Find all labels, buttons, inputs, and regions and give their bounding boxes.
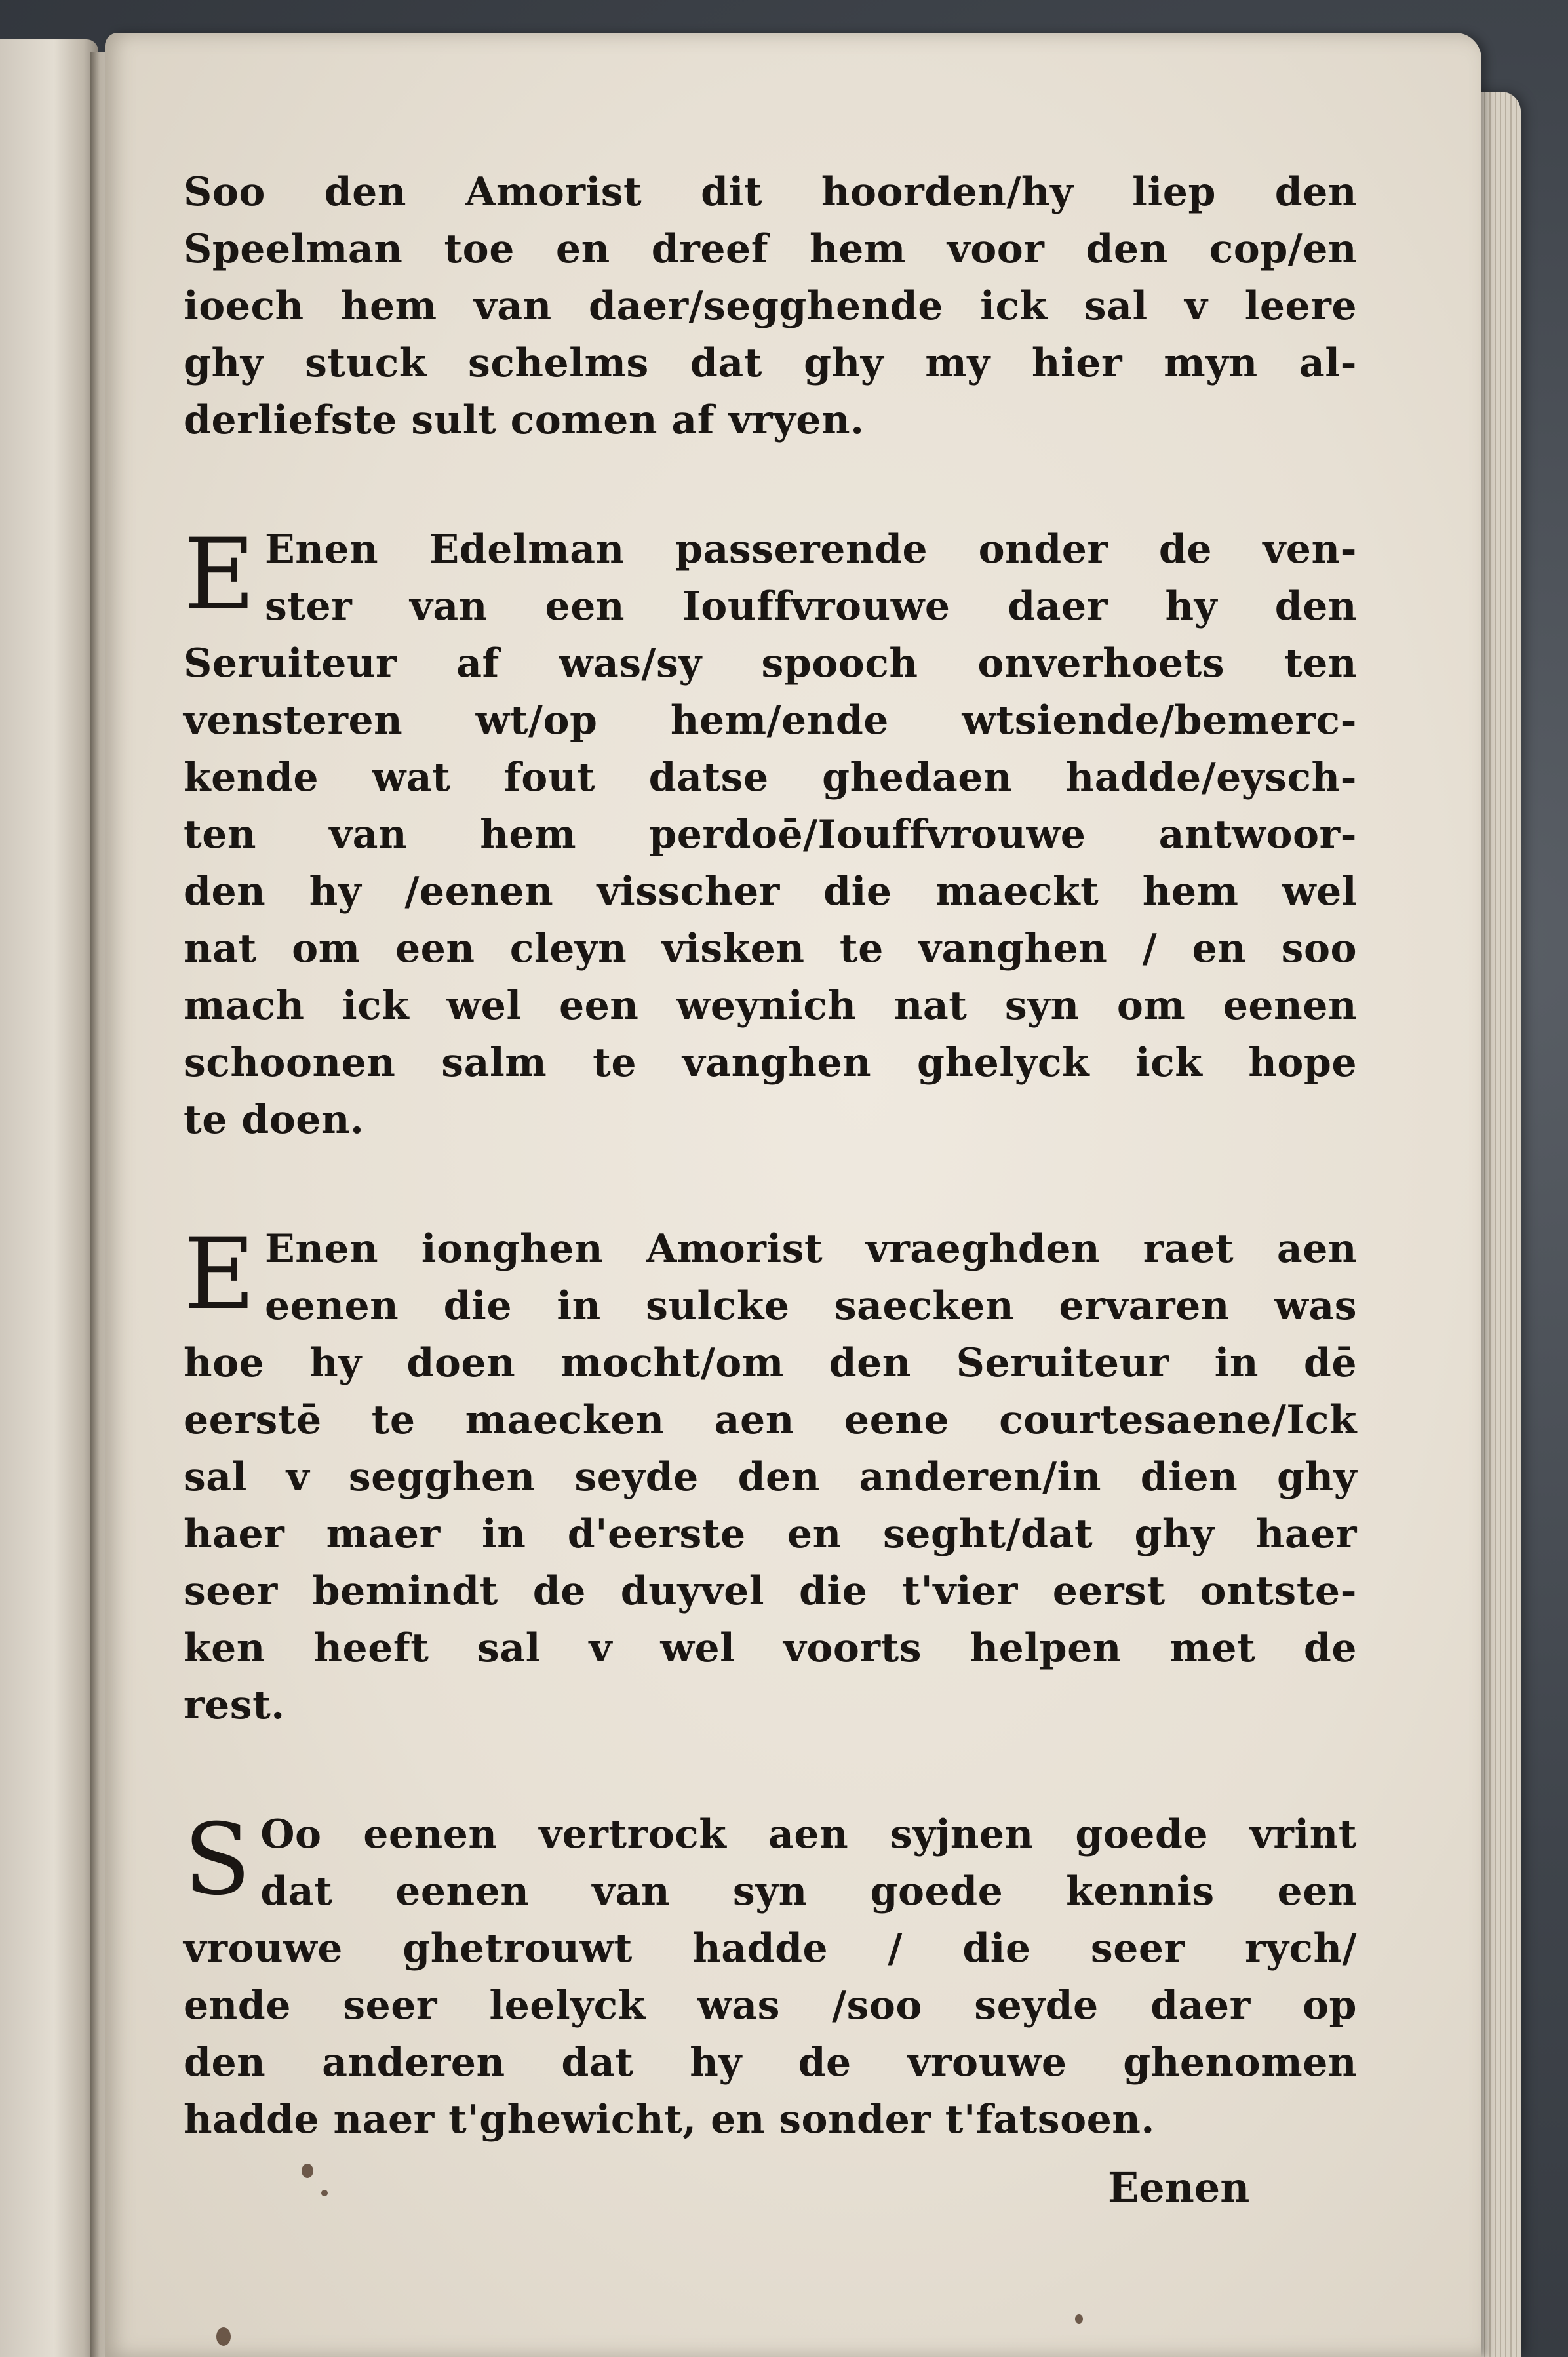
text-line: nat om een cleyn visken te vanghen / en soo: [184, 926, 1357, 972]
text-line: schoonen salm te vanghen ghelyck ick hope: [184, 1040, 1357, 1086]
text-line: den anderen dat hy de vrouwe ghenomen: [184, 2040, 1357, 2086]
paragraph-1: [184, 164, 1357, 449]
text-line: sal v segghen seyde den anderen/in dien ghy: [184, 1454, 1357, 1500]
drop-initial: E: [184, 1218, 256, 1332]
ink-stain: [321, 2190, 328, 2196]
text-line: eenen die in sulcke saecken ervaren was: [265, 1283, 1357, 1329]
text-line: den hy /eenen visscher die maeckt hem wel: [184, 869, 1357, 915]
text-line: Seruiteur af was/sy spooch onverhoets ten: [184, 641, 1357, 686]
text-line: Enen Edelman passerende onder de ven-: [265, 526, 1357, 572]
text-line: derliefste sult comen af vryen.: [184, 397, 865, 443]
drop-initial: S: [184, 1803, 252, 1917]
text-line: Speelman toe en dreef hem voor den cop/en: [184, 226, 1357, 272]
text-line: ioech hem van daer/segghende ick sal v leere: [184, 283, 1357, 329]
paragraph-2: [184, 518, 1357, 1149]
text-line: ten van hem perdoē/Iouffvrouwe antwoor-: [184, 812, 1357, 858]
text-line: mach ick wel een weynich nat syn om eenen: [184, 983, 1357, 1029]
text-line: Soo den Amorist dit hoorden/hy liep den: [184, 169, 1357, 215]
previous-page-edge: [0, 39, 98, 2357]
text-line: seer bemindt de duyvel die t'vier eerst ontste-: [184, 1568, 1357, 1614]
paragraph-3: [184, 1218, 1357, 1734]
ink-stain: [216, 2327, 231, 2346]
text-line: Oo eenen vertrock aen syjnen goede vrint: [260, 1812, 1357, 1857]
ink-stain: [1075, 2314, 1083, 2324]
text-line: hadde naer t'ghewicht, en sonder t'fatsoen.: [184, 2097, 1155, 2143]
text-line: eerstē te maecken aen eene courtesaene/Ick: [184, 1397, 1357, 1443]
text-line: dat eenen van syn goede kennis een: [260, 1869, 1357, 1914]
text-line: ende seer leelyck was /soo seyde daer op: [184, 1983, 1357, 2029]
text-line: kende wat fout datse ghedaen hadde/eysch-: [184, 755, 1357, 801]
text-line: rest.: [184, 1682, 285, 1728]
page-text: [184, 164, 1357, 2221]
ink-stain: [302, 2164, 313, 2178]
text-line: ghy stuck schelms dat ghy my hier myn al-: [184, 340, 1357, 386]
drop-initial: E: [184, 518, 256, 632]
text-line: vrouwe ghetrouwt hadde / die seer rych/: [184, 1926, 1357, 1971]
text-line: te doen.: [184, 1097, 364, 1143]
text-line: vensteren wt/op hem/ende wtsiende/bemerc-: [184, 698, 1357, 743]
text-line: ken heeft sal v wel voorts helpen met de: [184, 1625, 1357, 1671]
text-line: hoe hy doen mocht/om den Seruiteur in dē: [184, 1340, 1357, 1386]
paragraph-4: [184, 1803, 1357, 2149]
catchword: Eenen: [1108, 2164, 1250, 2211]
book-page: [105, 33, 1481, 2357]
text-line: Enen ionghen Amorist vraeghden raet aen: [265, 1226, 1357, 1272]
text-line: haer maer in d'eerste en seght/dat ghy haer: [184, 1511, 1357, 1557]
text-line: ster van een Iouffvrouwe daer hy den: [265, 584, 1357, 629]
